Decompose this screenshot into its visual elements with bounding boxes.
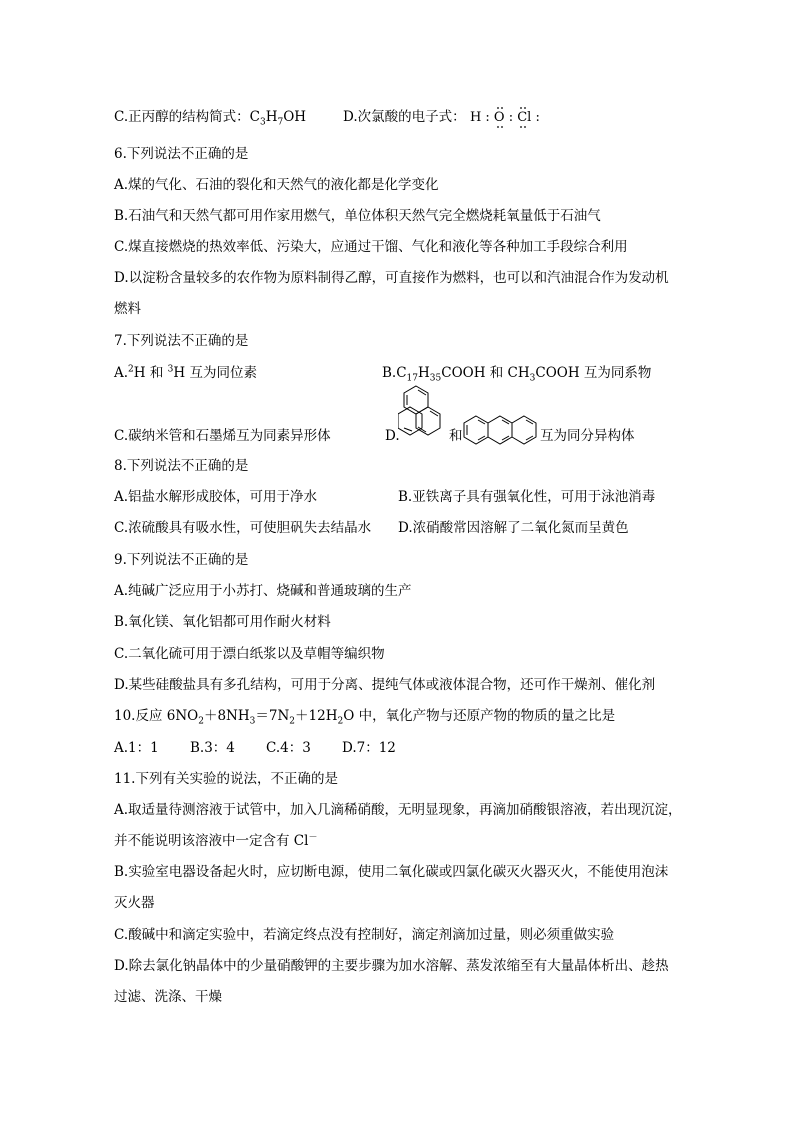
q6-option-c: C.煤直接燃烧的热效率低、污染大，应通过干馏、气化和液化等各种加工手段综合利用 [114,239,628,255]
q5-c-text: C.正丙醇的结构简式：C [114,109,260,125]
q9-option-b: B.氧化镁、氧化铝都可用作耐火材料 [114,614,331,630]
q7-a-t3: H 互为同位素 [173,365,257,381]
q6-option-b: B.石油气和天然气都可用作家用燃气，单位体积天然气完全燃烧耗氧量低于石油气 [114,208,601,224]
q10-option-a: A.1：1 [114,740,159,756]
q5-c-sub2: 7 [277,117,284,128]
q10-s3: 2 [289,716,296,727]
q11-option-a-line1: A.取适量待测溶液于试管中，加入几滴稀硝酸，无明显现象，再滴加硝酸银溶液，若出现沉淀， [114,802,682,818]
q10-s2: 3 [249,716,256,727]
q6-stem: 6.下列说法不正确的是 [114,146,249,162]
q7-a-sup1: 2 [128,364,134,375]
q10-t2: ＋8NH [203,708,250,724]
q10-option-b: B.3：4 [190,740,235,756]
q10-t5: O 中，氧化产物与还原产物的物质的量之比是 [343,708,616,724]
q7-option-c: C.碳纳米管和石墨烯互为同素异形体 [114,428,331,444]
q10-s4: 2 [337,716,344,727]
q10-option-c: C.4：3 [266,740,311,756]
q9-stem: 9.下列说法不正确的是 [114,552,249,568]
q8-option-a: A.铝盐水解形成胶体，可用于净水 [114,489,318,505]
q10-option-d: D.7：12 [342,740,396,756]
q10-t3: ＝7N [255,708,290,724]
q5-c-text3: OH [283,109,307,125]
q11-option-c: C.酸碱中和滴定实验中，若滴定终点没有控制好，滴定剂滴加过量，则必须重做实验 [114,927,615,943]
q11-stem: 11.下列有关实验的说法，不正确的是 [114,771,338,787]
q7-option-b [382,364,651,382]
q11-option-b-line1: B.实验室电器设备起火时，应切断电源，使用二氧化碳或四氯化碳灭火器灭火，不能使用泡沫 [114,864,669,880]
q6-option-d-line2: 燃料 [114,301,141,317]
q8-option-b: B.亚铁离子具有强氧化性，可用于泳池消毒 [398,489,656,505]
q7-option-d-suffix: 互为同分异构体 [540,428,635,444]
q7-a-t1: A. [114,365,129,381]
q11-option-b-line2: 灭火器 [114,895,155,911]
q7-option-a [114,364,257,382]
q5-c-sub: 3 [259,117,266,128]
anthracene-structure-icon [463,413,541,453]
q7-b-s1: 17 [406,373,418,384]
lone-pair-dots-icon [470,105,550,131]
q9-option-c: C.二氧化硫可用于漂白纸浆以及草帽等编织物 [114,646,385,662]
q9-option-a: A.纯碱广泛应用于小苏打、烧碱和普通玻璃的生产 [114,583,412,599]
q8-option-c: C.浓硫酸具有吸水性，可使胆矾失去结晶水 [114,520,372,536]
phenalene-structure-icon [398,384,454,444]
q7-a-t2: H 和 [133,365,168,381]
hocl-formula-text: H : O : Cl : [469,110,540,125]
q7-a-sup2: 3 [167,364,174,375]
q5-option-d [343,108,540,127]
q7-stem: 7.下列说法不正确的是 [114,333,249,349]
q11-a2-sup: － [308,832,318,843]
q5-c-text2: H [265,109,278,125]
q7-b-s3: 3 [529,373,536,384]
q9-option-d: D.某些硅酸盐具有多孔结构，可用于分离、提纯气体或液体混合物，还可作干燥剂、催化剂 [114,677,656,693]
q5-d-label: D.次氯酸的电子式： [343,109,466,125]
q10-s1: 2 [198,716,204,727]
hocl-electron-formula [470,109,540,127]
q7-b-s2: 35 [429,373,442,384]
q10-t4: ＋12H [295,708,338,724]
q7-option-d-and: 和 [449,428,463,444]
q8-stem: 8.下列说法不正确的是 [114,458,249,474]
q7-b-t3: COOH 和 CH [441,365,530,381]
q8-option-d: D.浓硝酸常因溶解了二氧化氮而呈黄色 [398,520,629,536]
q7-b-t2: H [418,365,430,381]
q6-option-d-line1: D.以淀粉含量较多的农作物为原料制得乙醇，可直接作为燃料，也可以和汽油混合作为发动机 [114,270,669,286]
q7-option-d-label: D. [385,428,400,444]
q11-option-a-line2 [114,832,317,850]
q11-option-d-line2: 过滤、洗涤、干燥 [114,989,222,1005]
q7-b-t4: COOH 互为同系物 [535,365,652,381]
q5-option-c [114,108,306,126]
q11-option-d-line1: D.除去氯化钠晶体中的少量硝酸钾的主要步骤为加水溶解、蒸发浓缩至有大量晶体析出、趁热 [114,958,669,974]
q11-a2-text: 并不能说明该溶液中一定含有 Cl [114,833,309,849]
q10-stem [114,707,615,725]
q6-option-a: A.煤的气化、石油的裂化和天然气的液化都是化学变化 [114,177,439,193]
q7-b-t1: B.C [382,365,407,381]
q10-t1: 10.反应 6NO [114,708,199,724]
